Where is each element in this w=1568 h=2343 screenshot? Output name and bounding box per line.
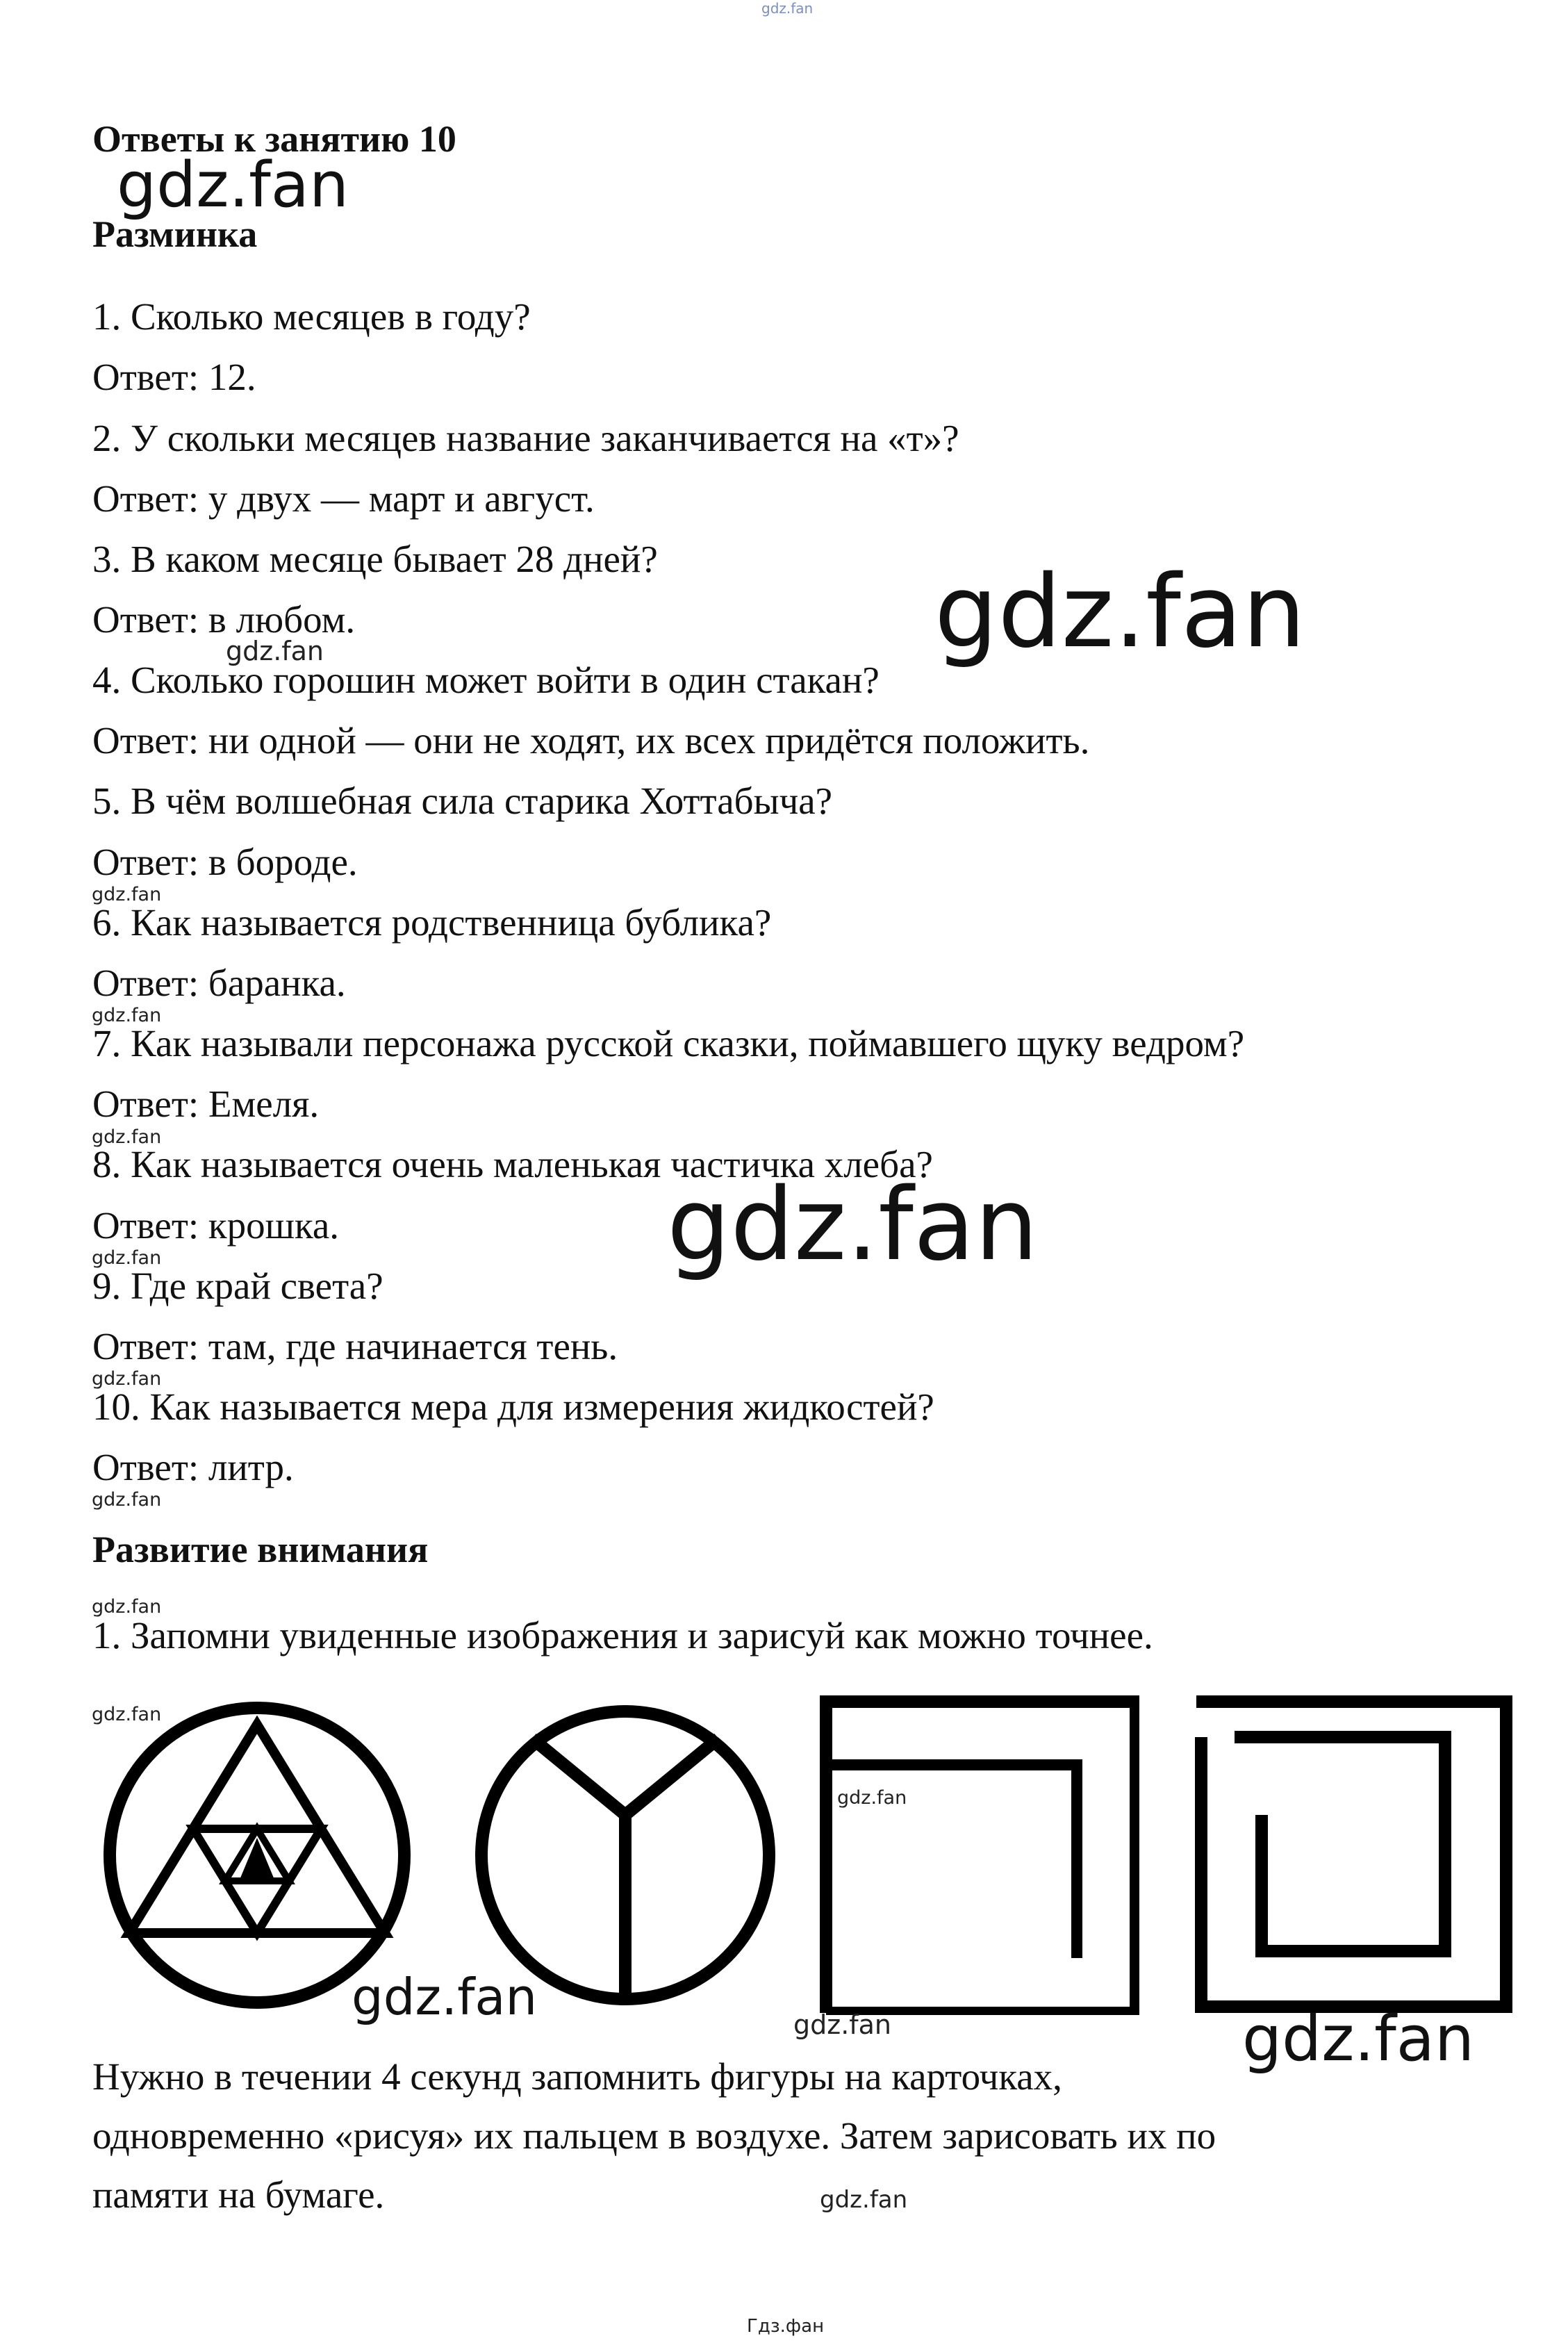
watermark-small: gdz.fan: [92, 1368, 162, 1390]
watermark-small: gdz.fan: [226, 636, 324, 666]
question-9: 9. Где край света?: [92, 1265, 383, 1307]
watermark-small: gdz.fan: [92, 884, 162, 905]
watermark-small: gdz.fan: [820, 2186, 908, 2214]
explanation-line-1: Нужно в течении 4 секунд запомнить фигуры на карточках,: [92, 2055, 1062, 2098]
question-1: 1. Сколько месяцев в году?: [92, 295, 531, 338]
triangle-in-circle-figure: [97, 1695, 417, 2015]
nested-square-figure: [820, 1695, 1139, 2015]
attention-task: 1. Запомни увиденные изображения и зарисуй как можно точнее.: [92, 1614, 1153, 1656]
answer-10: Ответ: литр.: [92, 1446, 294, 1488]
watermark-small: gdz.fan: [92, 1126, 162, 1148]
watermark-small: gdz.fan: [92, 1489, 162, 1511]
watermark-small: gdz.fan: [92, 1005, 162, 1026]
section-heading-attention: Развитие внимания: [92, 1529, 429, 1570]
section-heading-warmup: Разминка: [92, 213, 258, 255]
spiral-square-figure: [1195, 1695, 1515, 2015]
y-in-circle-figure: [465, 1695, 785, 2015]
watermark-big: gdz.fan: [667, 1166, 1039, 1283]
answer-5: Ответ: в бороде.: [92, 841, 358, 883]
watermark-small: gdz.fan: [92, 1704, 162, 1725]
answer-3: Ответ: в любом.: [92, 598, 356, 641]
answer-6: Ответ: баранка.: [92, 962, 346, 1004]
explanation-line-3: памяти на бумаге.: [92, 2173, 385, 2216]
question-6: 6. Как называется родственница бублика?: [92, 901, 772, 944]
watermark-small: gdz.fan: [793, 2009, 892, 2040]
watermark-small: gdz.fan: [92, 1247, 162, 1269]
question-7: 7. Как называли персонажа русской сказки, поймавшего щуку ведром?: [92, 1022, 1245, 1064]
answer-1: Ответ: 12.: [92, 356, 256, 398]
answer-9: Ответ: там, где начинается тень.: [92, 1325, 618, 1367]
watermark-big: gdz.fan: [352, 1968, 538, 2026]
watermark-big: gdz.fan: [934, 553, 1306, 670]
watermark-big: gdz.fan: [117, 149, 349, 222]
watermark-small: gdz.fan: [837, 1787, 907, 1809]
question-4: 4. Сколько горошин может войти в один стакан?: [92, 659, 880, 701]
footer-watermark: Гдз.фан: [747, 2316, 825, 2337]
top-watermark: gdz.fan: [761, 0, 814, 17]
answer-4: Ответ: ни одной — они не ходят, их всех придётся положить.: [92, 719, 1090, 762]
answer-8: Ответ: крошка.: [92, 1204, 340, 1247]
question-5: 5. В чём волшебная сила старика Хоттабыча?: [92, 780, 833, 822]
answer-7: Ответ: Емеля.: [92, 1083, 320, 1125]
question-8: 8. Как называется очень маленькая частичка хлеба?: [92, 1143, 933, 1185]
answer-2: Ответ: у двух — март и август.: [92, 477, 595, 520]
page-title: Ответы к занятию 10: [92, 118, 456, 160]
watermark-big: gdz.fan: [1242, 2003, 1474, 2075]
watermark-small: gdz.fan: [92, 1596, 162, 1618]
explanation-line-2: одновременно «рисуя» их пальцем в воздухе. Затем зарисовать их по: [92, 2114, 1216, 2157]
question-3: 3. В каком месяце бывает 28 дней?: [92, 538, 658, 580]
question-10: 10. Как называется мера для измерения жидкостей?: [92, 1386, 934, 1428]
question-2: 2. У скольки месяцев название заканчивается на «т»?: [92, 417, 959, 459]
